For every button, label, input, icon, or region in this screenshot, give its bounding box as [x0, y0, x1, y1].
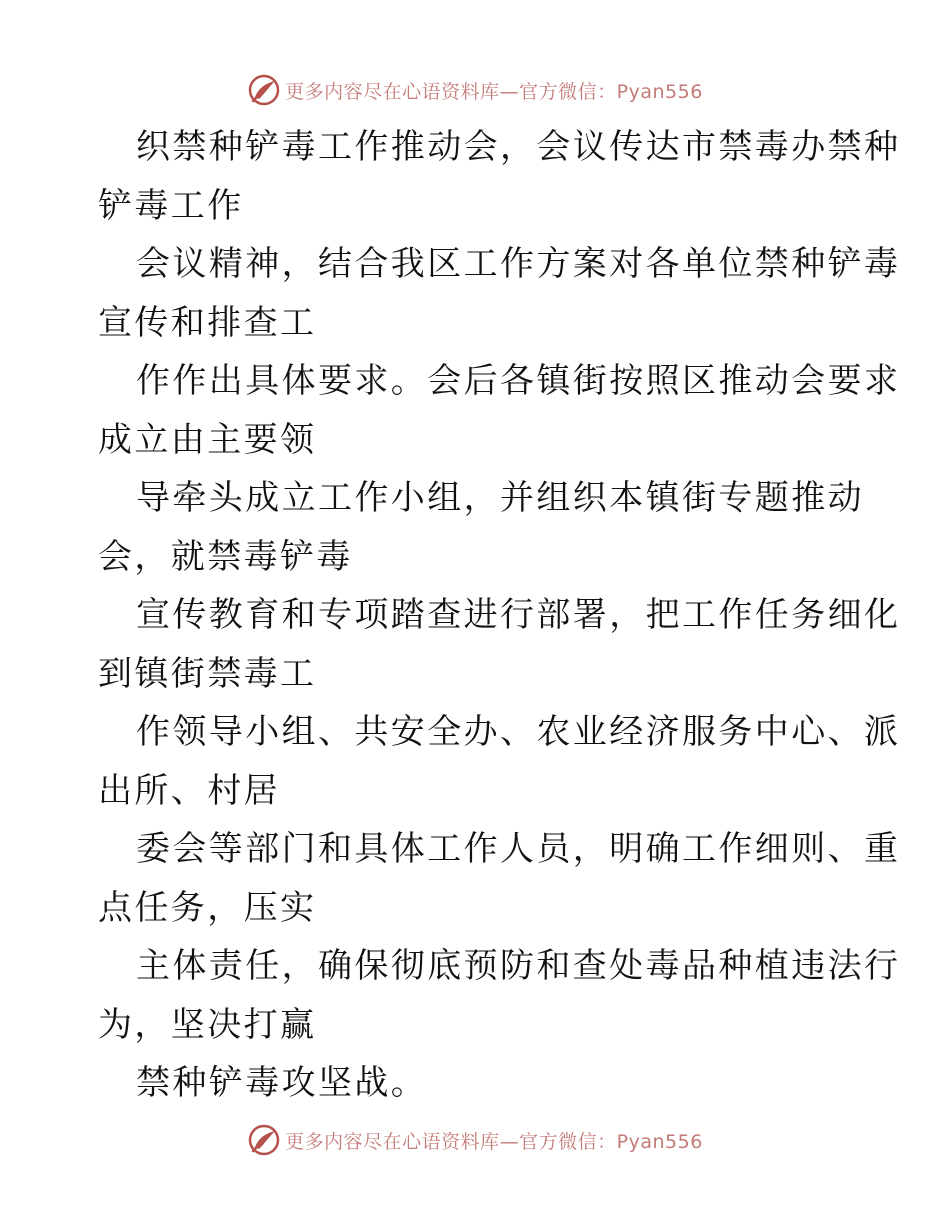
text-line: 作作出具体要求。会后各镇街按照区推动会要求 — [136, 361, 901, 401]
pen-seal-icon — [247, 1123, 281, 1157]
watermark-text: 更多内容尽在心语资料库—官方微信：Pyan556 — [285, 80, 703, 103]
text-line: 委会等部门和具体工作人员，明确工作细则、重 — [136, 829, 901, 869]
text-line: 宣传和排查工 — [98, 302, 317, 343]
pen-seal-icon — [247, 73, 281, 107]
text-line: 到镇街禁毒工 — [98, 653, 317, 694]
text-line: 织禁种铲毒工作推动会，会议传达市禁毒办禁种 — [136, 127, 901, 167]
text-line: 铲毒工作 — [98, 185, 244, 226]
text-line: 宣传教育和专项踏查进行部署，把工作任务细化 — [136, 595, 901, 635]
document-body — [98, 118, 901, 1113]
text-line: 为，坚决打赢 — [98, 1004, 317, 1045]
watermark-text: 更多内容尽在心语资料库—官方微信：Pyan556 — [285, 1130, 703, 1153]
text-line: 导牵头成立工作小组，并组织本镇街专题推动 — [136, 478, 864, 518]
text-line: 出所、村居 — [98, 770, 280, 811]
text-line: 作领导小组、共安全办、农业经济服务中心、派 — [136, 712, 901, 752]
text-line: 主体责任，确保彻底预防和查处毒品种植违法行 — [136, 946, 901, 986]
header-watermark — [0, 70, 950, 110]
text-line: 成立由主要领 — [98, 419, 317, 460]
text-line: 禁种铲毒攻坚战。 — [136, 1063, 428, 1103]
text-line: 会议精神，结合我区工作方案对各单位禁种铲毒 — [136, 244, 901, 284]
footer-watermark — [0, 1120, 950, 1160]
text-line: 点任务，压实 — [98, 887, 317, 928]
text-line: 会，就禁毒铲毒 — [98, 536, 353, 577]
